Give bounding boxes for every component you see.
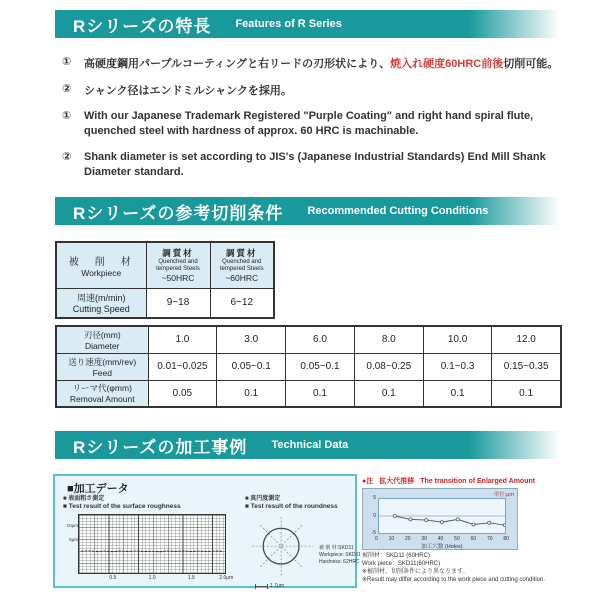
technical-title-jp: Rシリーズの加工事例 <box>73 437 248 457</box>
bullet-number: ② <box>62 83 72 95</box>
transition-plot-area <box>378 498 506 534</box>
unit-label: 単位:μm <box>493 492 514 498</box>
note-jp: 拡大代推移 <box>379 478 415 485</box>
quenched-label-jp: 調質材 <box>225 248 258 259</box>
diameter-value: 6.0 <box>286 326 355 353</box>
bullet-number: ① <box>62 110 72 122</box>
quenched-label-en2: tempered Steels <box>219 266 264 273</box>
diameter-row <box>56 326 561 353</box>
removal-label-cell <box>56 380 148 407</box>
feed-value: 0.1~0.3 <box>423 353 492 380</box>
feed-label-cell <box>56 353 148 380</box>
bullet-text-post: 切削可能。 <box>503 58 559 70</box>
footnote-caution-jp: ※被削材、切削条件により異なります。 <box>362 569 469 575</box>
feed-row <box>56 353 561 380</box>
removal-value: 0.1 <box>492 380 561 407</box>
bullet-text: With our Japanese Trademark Registered "Purple Coating" and right hand spiral flute, quenched steel with hardness of approx. 60 HRC is machinable. <box>84 110 534 137</box>
workpiece-corner-cell <box>56 242 146 288</box>
note-mark: ●注 <box>362 478 374 485</box>
corner-label-jp: 被 削 材 <box>68 256 134 268</box>
removal-value: 0.1 <box>217 380 286 407</box>
cutting-speed-value-50hrc: 9~18 <box>146 288 210 318</box>
removal-value: 0.05 <box>148 380 217 407</box>
bullet-text-pre: 高硬度鋼用パープルコーティングと右リードの刃形状により、 <box>84 58 391 70</box>
process-data-title: ■加工データ <box>67 483 129 495</box>
features-header-bar <box>55 10 560 38</box>
conditions-header-bar <box>55 197 560 225</box>
diameter-value: 12.0 <box>492 326 561 353</box>
quenched-label-en1: Quenched and <box>222 259 262 266</box>
feature-bullet-jp-1 <box>62 55 562 71</box>
footnote-caution-en: ※Result may differ according to the work piece and cutting condition. <box>362 577 546 583</box>
roughness-title-jp: ■ 表面粗さ測定 <box>63 496 105 502</box>
footnote-workpiece-en: Work piece：SKD11(60HRC) <box>362 561 441 567</box>
features-bullets-jp <box>62 55 562 109</box>
quenched-60hrc-cell <box>210 242 274 288</box>
y-tick: -5 <box>371 530 376 536</box>
transition-y-axis <box>366 495 376 536</box>
x-tick: 10 <box>388 536 395 542</box>
diameter-jp: 刃径(mm) <box>83 329 121 340</box>
diameter-value: 1.0 <box>148 326 217 353</box>
footnote-workpiece-jp: 被削材：SKD11 (60HRC) <box>362 553 430 559</box>
transition-footnotes <box>362 553 562 585</box>
removal-value: 0.1 <box>354 380 423 407</box>
corner-label-en: Workpiece <box>81 267 122 278</box>
feed-en: Feed <box>92 367 112 378</box>
removal-value: 0.1 <box>423 380 492 407</box>
x-tick: 30 <box>421 536 427 542</box>
bullet-text: シャンク径はエンドミルシャンクを採用。 <box>84 85 292 97</box>
quenched-label-en1: Quenched and <box>158 259 198 266</box>
diameter-value: 3.0 <box>217 326 286 353</box>
y-tick: 0 <box>373 512 376 519</box>
removal-row <box>56 380 561 407</box>
roughness-y-label: 10μm <box>66 523 78 528</box>
transition-note <box>362 476 541 486</box>
roughness-y-label: 5μm <box>69 537 78 542</box>
removal-en: Removal Amount <box>69 394 135 405</box>
roundness-scale <box>255 583 284 589</box>
x-tick: 20 <box>405 536 411 542</box>
bullet-text: Shank diameter is set according to JIS's (Japanese Industrial Standards) End Mill Shank Diameter standard. <box>84 151 546 178</box>
features-bullets-en <box>62 109 562 191</box>
removal-jp: リーマ代(φmm) <box>72 383 132 394</box>
roundness-title-jp: ■ 真円度測定 <box>245 496 281 502</box>
y-tick: 5 <box>373 495 376 501</box>
roundness-workpiece-en: Workpiece: SKD11 <box>319 552 361 558</box>
diameter-value: 8.0 <box>354 326 423 353</box>
features-title-en: Features of R Series <box>235 18 342 30</box>
feed-value: 0.01~0.025 <box>148 353 217 380</box>
hardness-range: ~60HRC <box>225 273 259 284</box>
feed-value: 0.05~0.1 <box>217 353 286 380</box>
diameter-label-cell <box>56 326 148 353</box>
feature-bullet-jp-2 <box>62 82 562 98</box>
roughness-x-axis <box>78 574 235 582</box>
quenched-label-jp: 調質材 <box>162 248 194 259</box>
bullet-text <box>84 55 562 71</box>
roughness-grid <box>66 514 226 574</box>
cutting-speed-en: Cutting Speed <box>72 304 130 315</box>
cutting-speed-row <box>56 288 274 318</box>
feed-value: 0.08~0.25 <box>354 353 423 380</box>
conditions-title-en: Recommended Cutting Conditions <box>307 205 489 217</box>
feed-value: 0.05~0.1 <box>286 353 355 380</box>
roughness-x-label: 0.5 <box>109 575 117 581</box>
scale-bar-icon <box>255 584 268 589</box>
feed-value: 0.15~0.35 <box>492 353 561 380</box>
x-tick: 50 <box>454 536 460 542</box>
x-tick: 60 <box>470 536 477 542</box>
roughness-chart <box>66 514 235 582</box>
table-header-row <box>56 242 274 288</box>
surface-roughness-area <box>63 495 235 582</box>
feed-table <box>55 325 562 408</box>
cutting-speed-jp: 周速(m/min) <box>77 293 126 304</box>
quenched-label-en2: tempered Steels <box>156 266 200 273</box>
quenched-50hrc-cell <box>146 242 210 288</box>
x-tick: 40 <box>437 536 444 542</box>
roughness-x-label: 1.5 <box>187 575 195 581</box>
x-tick: 0 <box>375 536 378 542</box>
transition-x-label: 加工穴数 (Holes) <box>421 544 463 550</box>
bullet-number: ② <box>62 151 72 163</box>
roundness-workpiece-jp: 被 削 材:SKD11 <box>319 545 354 551</box>
transition-line-plot <box>379 499 505 533</box>
roughness-x-label: 2.0μm <box>219 575 234 581</box>
roundness-hardness: Hardness: 62HRC <box>319 559 360 565</box>
cutting-speed-value-60hrc: 6~12 <box>210 288 274 318</box>
technical-title-en: Technical Data <box>271 439 349 451</box>
roundness-title-en: ■ Test result of the roundness <box>245 503 338 510</box>
roughness-trace <box>79 515 225 573</box>
conditions-title-jp: Rシリーズの参考切削条件 <box>73 203 284 223</box>
note-en: The transition of Enlarged Amount <box>420 478 536 485</box>
bullet-text-highlight: 焼入れ硬度60HRC前後 <box>390 58 504 70</box>
scale-value: 1.7μm <box>270 583 284 589</box>
feature-bullet-en-1 <box>62 109 562 139</box>
features-title-jp: Rシリーズの特長 <box>73 16 212 36</box>
roundness-area <box>245 495 361 589</box>
diameter-value: 10.0 <box>423 326 492 353</box>
process-data-box <box>53 474 361 589</box>
diameter-en: Diameter <box>85 340 120 351</box>
roundness-info <box>319 545 361 566</box>
hardness-range: ~50HRC <box>161 273 195 284</box>
x-tick: 70 <box>486 536 493 542</box>
roughness-x-label: 1.0 <box>148 575 156 581</box>
removal-value: 0.1 <box>286 380 355 407</box>
bullet-number: ① <box>62 56 72 68</box>
cutting-speed-label-cell <box>56 288 146 318</box>
transition-chart <box>362 488 518 550</box>
roughness-title-en: ■ Test result of the surface roughness <box>63 503 181 510</box>
technical-header-bar <box>55 431 560 459</box>
feature-bullet-en-2 <box>62 150 562 180</box>
feed-jp: 送り速度(mm/rev) <box>68 356 137 367</box>
workpiece-table <box>55 241 275 319</box>
roundness-plot <box>247 515 319 581</box>
x-tick: 80 <box>503 536 509 542</box>
